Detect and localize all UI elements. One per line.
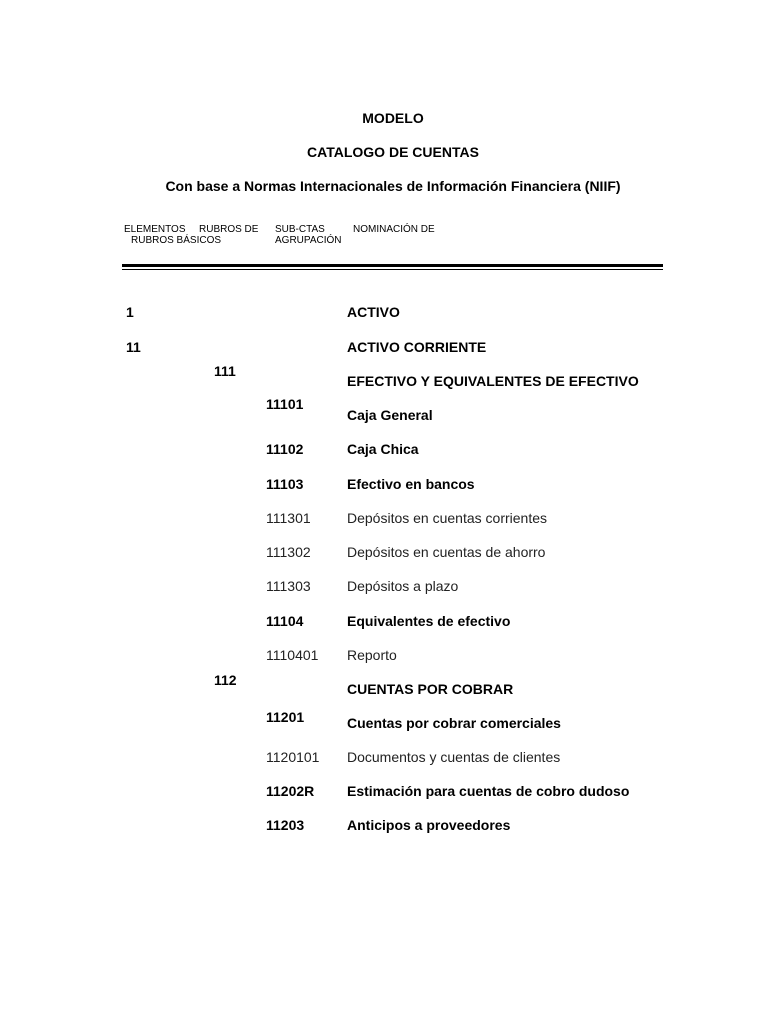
account-name: Efectivo en bancos bbox=[347, 476, 475, 492]
account-code: 112 bbox=[214, 672, 237, 688]
account-code: 11203 bbox=[266, 817, 305, 833]
account-code: 1110401 bbox=[266, 647, 319, 663]
account-name: ACTIVO bbox=[347, 304, 400, 320]
account-name: CUENTAS POR COBRAR bbox=[347, 681, 514, 697]
account-name: Cuentas por cobrar comerciales bbox=[347, 715, 561, 731]
column-header-elementos: ELEMENTOS bbox=[124, 224, 186, 235]
account-name: Anticipos a proveedores bbox=[347, 817, 511, 833]
account-code: 11202R bbox=[266, 783, 315, 799]
column-header-nominacion: NOMINACIÓN DE bbox=[353, 224, 435, 235]
account-code: 111302 bbox=[266, 544, 311, 560]
account-name: Documentos y cuentas de clientes bbox=[347, 749, 561, 765]
account-code: 111301 bbox=[266, 510, 311, 526]
column-header-sub-ctas: SUB-CTAS bbox=[275, 224, 325, 235]
account-code: 1120101 bbox=[266, 749, 320, 765]
account-code: 11102 bbox=[266, 441, 304, 457]
doc-subtitle-niif: Con base a Normas Internacionales de Información Financiera (NIIF) bbox=[165, 178, 621, 194]
account-code: 11101 bbox=[266, 396, 304, 412]
account-name: Depósitos a plazo bbox=[347, 578, 459, 594]
column-header-rubros-basicos: RUBROS BÁSICOS bbox=[131, 235, 222, 246]
account-code: 11 bbox=[126, 339, 141, 355]
account-name: Equivalentes de efectivo bbox=[347, 613, 511, 629]
account-name: Caja Chica bbox=[347, 441, 419, 457]
doc-title-catalogo: CATALOGO DE CUENTAS bbox=[307, 144, 479, 160]
header-rule-thin bbox=[122, 269, 663, 270]
account-name: EFECTIVO Y EQUIVALENTES DE EFECTIVO bbox=[347, 373, 639, 389]
account-name: ACTIVO CORRIENTE bbox=[347, 339, 487, 355]
account-name: Caja General bbox=[347, 407, 433, 423]
account-code: 11201 bbox=[266, 709, 305, 725]
account-code: 111 bbox=[214, 363, 236, 379]
column-header-agrupacion: AGRUPACIÓN bbox=[275, 235, 342, 246]
account-name: Estimación para cuentas de cobro dudoso bbox=[347, 783, 630, 799]
account-name: Reporto bbox=[347, 647, 397, 663]
account-name: Depósitos en cuentas de ahorro bbox=[347, 544, 546, 560]
column-header-rubros-de: RUBROS DE bbox=[199, 224, 259, 235]
account-code: 11103 bbox=[266, 476, 304, 492]
account-code: 111303 bbox=[266, 578, 311, 594]
account-code: 1 bbox=[126, 304, 134, 320]
account-code: 11104 bbox=[266, 613, 304, 629]
header-rule-thick bbox=[122, 264, 663, 267]
account-name: Depósitos en cuentas corrientes bbox=[347, 510, 547, 526]
doc-title-modelo: MODELO bbox=[362, 110, 424, 126]
